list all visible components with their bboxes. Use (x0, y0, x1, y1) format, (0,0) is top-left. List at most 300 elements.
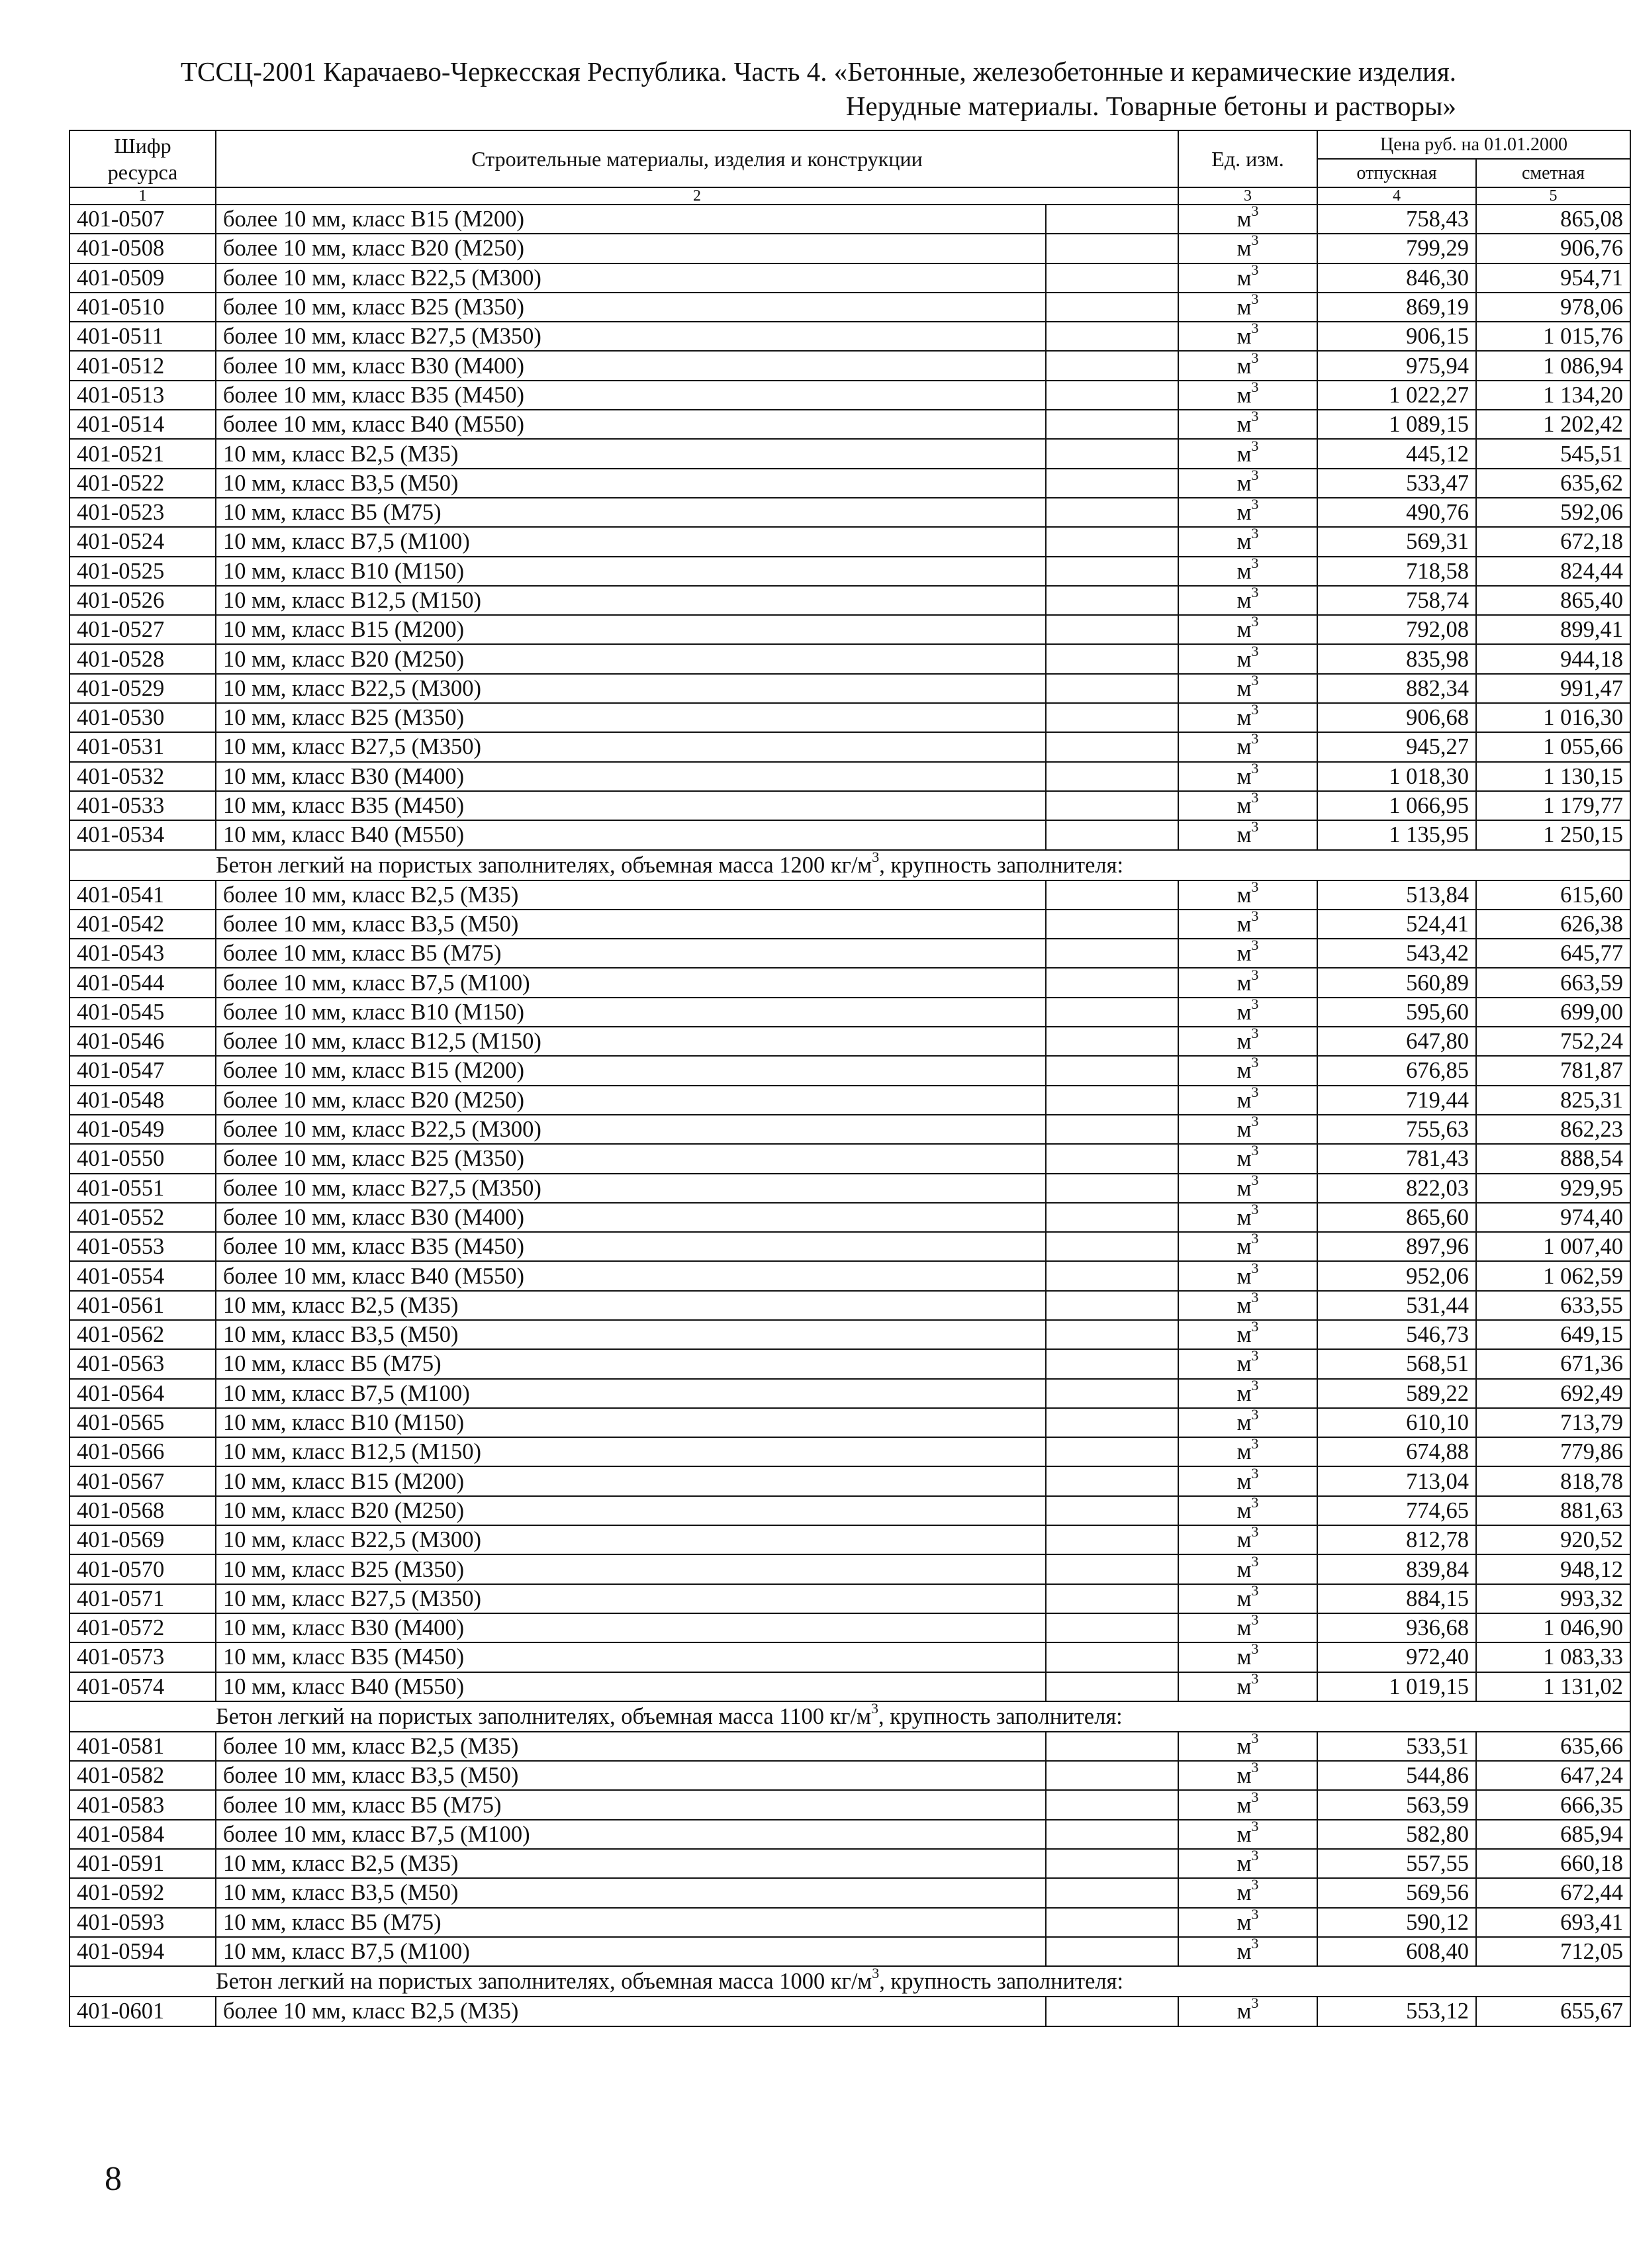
section-heading (70, 850, 1630, 880)
material-name-cell: 10 мм, класс В15 (М200) (216, 1466, 1046, 1495)
material-name-cell: 10 мм, класс В3,5 (М50) (216, 1878, 1046, 1907)
resource-code-cell: 401-0562 (70, 1320, 216, 1349)
material-name-cell: более 10 мм, класс В5 (М75) (216, 1790, 1046, 1819)
unit-cell (1178, 671, 1317, 703)
material-name-extra-cell (1046, 1437, 1178, 1466)
section-heading-exponent: 3 (870, 1699, 878, 1717)
release-price-cell: 524,41 (1317, 910, 1476, 939)
material-name-cell: 10 мм, класс В2,5 (М35) (216, 1849, 1046, 1878)
material-name-cell: 10 мм, класс В20 (М250) (216, 1496, 1046, 1525)
table-body (70, 205, 1630, 2026)
estimate-price-cell: 693,41 (1476, 1908, 1630, 1937)
estimate-price-cell: 647,24 (1476, 1761, 1630, 1790)
unit-exponent: 3 (1251, 203, 1259, 220)
release-price-cell: 718,58 (1317, 557, 1476, 586)
estimate-price-cell: 865,08 (1476, 205, 1630, 234)
section-heading (70, 1966, 1630, 1997)
material-name-extra-cell (1046, 1790, 1178, 1819)
col-number-5: 5 (1476, 187, 1630, 205)
material-name-cell: более 10 мм, класс В3,5 (М50) (216, 910, 1046, 939)
resource-code-cell: 401-0510 (70, 293, 216, 322)
table-row (70, 1174, 1630, 1203)
estimate-price-cell: 978,06 (1476, 293, 1630, 322)
unit-exponent: 3 (1251, 1729, 1259, 1746)
material-name-extra-cell (1046, 1174, 1178, 1203)
estimate-price-cell: 1 250,15 (1476, 820, 1630, 849)
unit-label: м (1236, 1939, 1252, 1965)
table-row (70, 322, 1630, 351)
unit-exponent: 3 (1251, 966, 1259, 983)
unit-label: м (1236, 1674, 1252, 1699)
header-title-line-1: ТССЦ-2001 Карачаево-Черкесская Республика. Часть 4. «Бетонные, железобетонные и керамические изделия. (180, 56, 1456, 87)
unit-label: м (1236, 1029, 1252, 1055)
unit-exponent: 3 (1251, 1817, 1259, 1834)
unit-label: м (1236, 353, 1252, 379)
resource-code-cell: 401-0572 (70, 1613, 216, 1642)
release-price-cell: 758,74 (1317, 586, 1476, 615)
material-name-extra-cell (1046, 1261, 1178, 1290)
unit-cell (1178, 1525, 1317, 1554)
table-row (70, 968, 1630, 997)
table-row (70, 1761, 1630, 1790)
resource-code-cell: 401-0526 (70, 586, 216, 615)
material-name-cell: 10 мм, класс В10 (М150) (216, 557, 1046, 586)
estimate-price-cell: 825,31 (1476, 1086, 1630, 1115)
release-price-cell: 533,51 (1317, 1732, 1476, 1761)
estimate-price-cell: 635,66 (1476, 1732, 1630, 1761)
unit-exponent: 3 (1251, 1995, 1259, 2012)
unit-cell (1178, 498, 1317, 527)
material-name-extra-cell (1046, 586, 1178, 615)
release-price-cell: 719,44 (1317, 1086, 1476, 1115)
release-price-cell: 676,85 (1317, 1056, 1476, 1085)
unit-exponent: 3 (1251, 730, 1259, 747)
unit-cell (1178, 351, 1317, 380)
resource-code-cell: 401-0546 (70, 1027, 216, 1056)
unit-exponent: 3 (1251, 759, 1259, 777)
material-name-extra-cell (1046, 1320, 1178, 1349)
unit-exponent: 3 (1251, 1142, 1259, 1159)
unit-exponent: 3 (1251, 1406, 1259, 1423)
material-name-cell: более 10 мм, класс В2,5 (М35) (216, 1997, 1046, 2026)
unit-label: м (1236, 763, 1252, 789)
unit-label: м (1236, 999, 1252, 1025)
resource-code-cell: 401-0522 (70, 469, 216, 498)
material-name-cell: 10 мм, класс В20 (М250) (216, 644, 1046, 673)
unit-label: м (1236, 295, 1252, 320)
unit-cell (1178, 703, 1317, 732)
material-name-extra-cell (1046, 1232, 1178, 1261)
unit-cell (1178, 263, 1317, 293)
release-price-cell: 865,60 (1317, 1203, 1476, 1232)
estimate-price-cell: 645,77 (1476, 939, 1630, 968)
unit-label: м (1236, 1821, 1252, 1847)
unit-exponent: 3 (1251, 1171, 1259, 1188)
unit-exponent: 3 (1251, 1847, 1259, 1864)
unit-exponent: 3 (1251, 671, 1259, 688)
table-row (70, 1878, 1630, 1907)
unit-cell (1178, 1613, 1317, 1642)
release-price-cell: 608,40 (1317, 1937, 1476, 1966)
release-price-cell: 582,80 (1317, 1820, 1476, 1849)
material-name-extra-cell (1046, 1408, 1178, 1437)
header-title-line-2: Нерудные материалы. Товарные бетоны и растворы» (845, 91, 1456, 121)
col-number-1: 1 (70, 187, 216, 205)
table-row (70, 880, 1630, 910)
material-name-extra-cell (1046, 1086, 1178, 1115)
unit-cell (1178, 1642, 1317, 1672)
unit-label: м (1236, 1058, 1252, 1084)
section-row (70, 1966, 1630, 1997)
material-name-cell: 10 мм, класс В35 (М450) (216, 791, 1046, 820)
material-name-extra-cell (1046, 1849, 1178, 1878)
material-name-extra-cell (1046, 1203, 1178, 1232)
unit-exponent: 3 (1251, 1582, 1259, 1599)
material-name-extra-cell (1046, 1584, 1178, 1613)
unit-cell (1178, 1437, 1317, 1466)
unit-label: м (1236, 1733, 1252, 1759)
estimate-price-cell: 1 086,94 (1476, 351, 1630, 380)
unit-exponent: 3 (1251, 408, 1259, 425)
unit-cell (1178, 1376, 1317, 1408)
unit-exponent: 3 (1251, 1464, 1259, 1482)
material-name-cell: более 10 мм, класс В20 (М250) (216, 1086, 1046, 1115)
unit-cell (1178, 1408, 1317, 1437)
table-row (70, 381, 1630, 410)
material-name-cell: 10 мм, класс В22,5 (М300) (216, 1525, 1046, 1554)
unit-label: м (1236, 911, 1252, 937)
table-row (70, 1027, 1630, 1056)
table-row (70, 469, 1630, 498)
resource-code-cell: 401-0570 (70, 1554, 216, 1583)
unit-exponent: 3 (1251, 818, 1259, 835)
unit-label: м (1236, 236, 1252, 261)
material-name-cell: более 10 мм, класс В40 (М550) (216, 1261, 1046, 1290)
estimate-price-cell: 862,23 (1476, 1115, 1630, 1144)
material-name-extra-cell (1046, 557, 1178, 586)
unit-label: м (1236, 324, 1252, 350)
unit-exponent: 3 (1251, 378, 1259, 395)
resource-code-cell: 401-0523 (70, 498, 216, 527)
col-header-price: Цена руб. на 01.01.2000 (1317, 130, 1630, 159)
material-name-extra-cell (1046, 1937, 1178, 1966)
table-row (70, 1086, 1630, 1115)
material-name-extra-cell (1046, 615, 1178, 644)
table-row (70, 1732, 1630, 1761)
unit-label: м (1236, 1585, 1252, 1611)
unit-label: м (1236, 1615, 1252, 1641)
section-heading-text: Бетон легкий на пористых заполнителях, объемная масса 1000 кг/м (216, 1969, 872, 1995)
unit-label: м (1236, 1322, 1252, 1348)
col-header-name: Строительные материалы, изделия и конструкции (216, 130, 1178, 187)
unit-exponent: 3 (1251, 1288, 1259, 1305)
material-name-extra-cell (1046, 791, 1178, 820)
release-price-cell: 839,84 (1317, 1554, 1476, 1583)
unit-label: м (1236, 1204, 1252, 1230)
section-row (70, 1701, 1630, 1732)
unit-cell (1178, 1200, 1317, 1232)
unit-exponent: 3 (1251, 584, 1259, 600)
estimate-price-cell: 663,59 (1476, 968, 1630, 997)
material-name-cell: более 10 мм, класс В22,5 (М300) (216, 263, 1046, 293)
release-price-cell: 755,63 (1317, 1115, 1476, 1144)
unit-exponent: 3 (1251, 613, 1259, 630)
estimate-price-cell: 672,44 (1476, 1878, 1630, 1907)
material-name-extra-cell (1046, 644, 1178, 673)
unit-cell (1178, 205, 1317, 234)
table-row (70, 205, 1630, 234)
page-number: 8 (105, 2160, 122, 2198)
col-number-2: 2 (216, 187, 1178, 205)
resource-code-cell: 401-0592 (70, 1878, 216, 1907)
table-row (70, 498, 1630, 527)
table-row (70, 998, 1630, 1027)
material-name-extra-cell (1046, 1349, 1178, 1378)
estimate-price-cell: 881,63 (1476, 1496, 1630, 1525)
unit-cell (1178, 1554, 1317, 1583)
estimate-price-cell: 649,15 (1476, 1320, 1630, 1349)
unit-label: м (1236, 1999, 1252, 2024)
material-name-cell: более 10 мм, класс В15 (М200) (216, 1056, 1046, 1085)
estimate-price-cell: 685,94 (1476, 1820, 1630, 1849)
material-name-cell: 10 мм, класс В5 (М75) (216, 1908, 1046, 1937)
unit-label: м (1236, 1117, 1252, 1143)
unit-cell (1178, 1288, 1317, 1320)
section-heading-text: Бетон легкий на пористых заполнителях, объемная масса 1200 кг/м (216, 852, 872, 878)
estimate-price-cell: 752,24 (1476, 1027, 1630, 1056)
release-price-cell: 906,68 (1317, 703, 1476, 732)
material-name-extra-cell (1046, 1056, 1178, 1085)
estimate-price-cell: 954,71 (1476, 263, 1630, 293)
resource-code-cell: 401-0593 (70, 1908, 216, 1937)
material-name-cell: 10 мм, класс В27,5 (М350) (216, 732, 1046, 761)
resource-code-cell: 401-0567 (70, 1466, 216, 1495)
unit-label: м (1236, 1468, 1252, 1494)
release-price-cell: 560,89 (1317, 968, 1476, 997)
material-name-extra-cell (1046, 968, 1178, 997)
material-name-extra-cell (1046, 820, 1178, 849)
table-row (70, 1379, 1630, 1408)
table-row (70, 586, 1630, 615)
unit-label: м (1236, 1527, 1252, 1553)
resource-code-cell: 401-0583 (70, 1790, 216, 1819)
unit-label: м (1236, 382, 1252, 408)
release-price-cell: 543,42 (1317, 939, 1476, 968)
resource-code-cell: 401-0545 (70, 998, 216, 1027)
unit-cell (1178, 1584, 1317, 1613)
table-row (70, 1790, 1630, 1819)
release-price-cell: 610,10 (1317, 1408, 1476, 1437)
estimate-price-cell: 906,76 (1476, 234, 1630, 263)
material-name-extra-cell (1046, 1820, 1178, 1849)
unit-label: м (1236, 1880, 1252, 1906)
estimate-price-cell: 993,32 (1476, 1584, 1630, 1613)
table-row (70, 1261, 1630, 1290)
material-name-cell: более 10 мм, класс В22,5 (М300) (216, 1115, 1046, 1144)
table-row (70, 615, 1630, 644)
unit-cell (1178, 586, 1317, 615)
estimate-price-cell: 699,00 (1476, 998, 1630, 1027)
section-heading-text: Бетон легкий на пористых заполнителях, объемная масса 1100 кг/м (216, 1703, 871, 1729)
release-price-cell: 1 018,30 (1317, 762, 1476, 791)
section-heading-tail: , крупность заполнителя: (879, 1969, 1124, 1995)
unit-label: м (1236, 793, 1252, 819)
material-name-extra-cell (1046, 762, 1178, 791)
unit-exponent: 3 (1251, 1670, 1259, 1687)
unit-label: м (1236, 882, 1252, 908)
material-name-extra-cell (1046, 1761, 1178, 1790)
unit-cell (1178, 1232, 1317, 1261)
material-name-extra-cell (1046, 1291, 1178, 1320)
unit-exponent: 3 (1251, 1054, 1259, 1071)
release-price-cell: 445,12 (1317, 439, 1476, 468)
table-row (70, 910, 1630, 939)
estimate-price-cell: 1 015,76 (1476, 322, 1630, 351)
estimate-price-cell: 1 131,02 (1476, 1672, 1630, 1701)
release-price-cell: 533,47 (1317, 469, 1476, 498)
estimate-price-cell: 920,52 (1476, 1525, 1630, 1554)
estimate-price-cell: 692,49 (1476, 1379, 1630, 1408)
material-name-cell: 10 мм, класс В15 (М200) (216, 615, 1046, 644)
material-name-cell: 10 мм, класс В12,5 (М150) (216, 1437, 1046, 1466)
table-row (70, 674, 1630, 703)
estimate-price-cell: 671,36 (1476, 1349, 1630, 1378)
estimate-price-cell: 626,38 (1476, 910, 1630, 939)
estimate-price-cell: 991,47 (1476, 674, 1630, 703)
material-name-extra-cell (1046, 410, 1178, 439)
unit-cell (1178, 293, 1317, 322)
unit-exponent: 3 (1251, 1523, 1259, 1540)
unit-label: м (1236, 1380, 1252, 1406)
material-name-extra-cell (1046, 439, 1178, 468)
table-row (70, 791, 1630, 820)
resource-code-cell: 401-0571 (70, 1584, 216, 1613)
material-name-cell: 10 мм, класс В25 (М350) (216, 1554, 1046, 1583)
material-name-cell: более 10 мм, класс В40 (М550) (216, 410, 1046, 439)
estimate-price-cell: 888,54 (1476, 1144, 1630, 1173)
resource-code-cell: 401-0561 (70, 1291, 216, 1320)
unit-exponent: 3 (1251, 1025, 1259, 1042)
estimate-price-cell: 660,18 (1476, 1849, 1630, 1878)
col-number-4: 4 (1317, 187, 1476, 205)
material-name-cell: более 10 мм, класс В7,5 (М100) (216, 1820, 1046, 1849)
unit-cell (1178, 939, 1317, 968)
table-row (70, 1232, 1630, 1261)
unit-exponent: 3 (1251, 1876, 1259, 1893)
unit-cell (1178, 1349, 1317, 1378)
material-name-extra-cell (1046, 469, 1178, 498)
section-row (70, 850, 1630, 880)
estimate-price-cell: 948,12 (1476, 1554, 1630, 1583)
estimate-price-cell: 545,51 (1476, 439, 1630, 468)
material-name-cell: более 10 мм, класс В7,5 (М100) (216, 968, 1046, 997)
unit-exponent: 3 (1251, 232, 1259, 249)
unit-cell (1178, 759, 1317, 791)
table-row (70, 1291, 1630, 1320)
unit-label: м (1236, 1175, 1252, 1201)
release-price-cell: 812,78 (1317, 1525, 1476, 1554)
material-name-cell: 10 мм, класс В30 (М400) (216, 762, 1046, 791)
estimate-price-cell: 779,86 (1476, 1437, 1630, 1466)
material-name-cell: более 10 мм, класс В12,5 (М150) (216, 1027, 1046, 1056)
unit-exponent: 3 (1251, 320, 1259, 337)
resource-code-cell: 401-0527 (70, 615, 216, 644)
unit-cell (1178, 732, 1317, 761)
unit-cell (1178, 1027, 1317, 1056)
material-name-cell: более 10 мм, класс В30 (М400) (216, 1203, 1046, 1232)
release-price-cell: 952,06 (1317, 1261, 1476, 1290)
release-price-cell: 758,43 (1317, 205, 1476, 234)
unit-exponent: 3 (1251, 261, 1259, 278)
unit-cell (1178, 1817, 1317, 1849)
unit-label: м (1236, 529, 1252, 555)
unit-exponent: 3 (1251, 1347, 1259, 1364)
table-row (70, 1115, 1630, 1144)
table-row (70, 1437, 1630, 1466)
unit-cell (1178, 1083, 1317, 1115)
resource-code-cell: 401-0584 (70, 1820, 216, 1849)
table-row (70, 439, 1630, 468)
resource-code-cell: 401-0554 (70, 1261, 216, 1290)
table-row (70, 234, 1630, 263)
resource-code-cell: 401-0563 (70, 1349, 216, 1378)
estimate-price-cell: 944,18 (1476, 644, 1630, 673)
unit-cell (1178, 968, 1317, 997)
unit-exponent: 3 (1251, 1640, 1259, 1658)
unit-cell (1178, 1997, 1317, 2026)
unit-label: м (1236, 1497, 1252, 1523)
table-row (70, 1320, 1630, 1349)
unit-cell (1178, 1261, 1317, 1290)
resource-code-cell: 401-0543 (70, 939, 216, 968)
unit-cell (1178, 644, 1317, 673)
resource-code-cell: 401-0530 (70, 703, 216, 732)
table-row (70, 1554, 1630, 1583)
document-header (66, 54, 1456, 123)
material-name-cell: 10 мм, класс В3,5 (М50) (216, 1320, 1046, 1349)
resource-code-cell: 401-0521 (70, 439, 216, 468)
estimate-price-cell: 1 130,15 (1476, 762, 1630, 791)
material-name-extra-cell (1046, 1908, 1178, 1937)
resource-code-cell: 401-0581 (70, 1732, 216, 1761)
material-name-cell: 10 мм, класс В2,5 (М35) (216, 1291, 1046, 1320)
material-name-extra-cell (1046, 1613, 1178, 1642)
material-name-extra-cell (1046, 351, 1178, 380)
col-number-3: 3 (1178, 187, 1317, 205)
unit-exponent: 3 (1251, 1935, 1259, 1952)
unit-exponent: 3 (1251, 642, 1259, 659)
table-row (70, 557, 1630, 586)
unit-cell (1178, 527, 1317, 556)
material-name-cell: 10 мм, класс В7,5 (М100) (216, 1379, 1046, 1408)
release-price-cell: 590,12 (1317, 1908, 1476, 1937)
unit-label: м (1236, 1851, 1252, 1877)
material-name-extra-cell (1046, 1997, 1178, 2026)
material-name-extra-cell (1046, 1672, 1178, 1701)
material-name-extra-cell (1046, 498, 1178, 527)
material-name-extra-cell (1046, 939, 1178, 968)
table-row (70, 1203, 1630, 1232)
material-name-extra-cell (1046, 1642, 1178, 1672)
material-name-cell: 10 мм, класс В10 (М150) (216, 1408, 1046, 1437)
release-price-cell: 568,51 (1317, 1349, 1476, 1378)
material-name-cell: 10 мм, класс В30 (М400) (216, 1613, 1046, 1642)
table-row (70, 703, 1630, 732)
unit-exponent: 3 (1251, 1435, 1259, 1452)
unit-exponent: 3 (1251, 701, 1259, 718)
unit-cell (1178, 615, 1317, 644)
release-price-cell: 553,12 (1317, 1997, 1476, 2026)
